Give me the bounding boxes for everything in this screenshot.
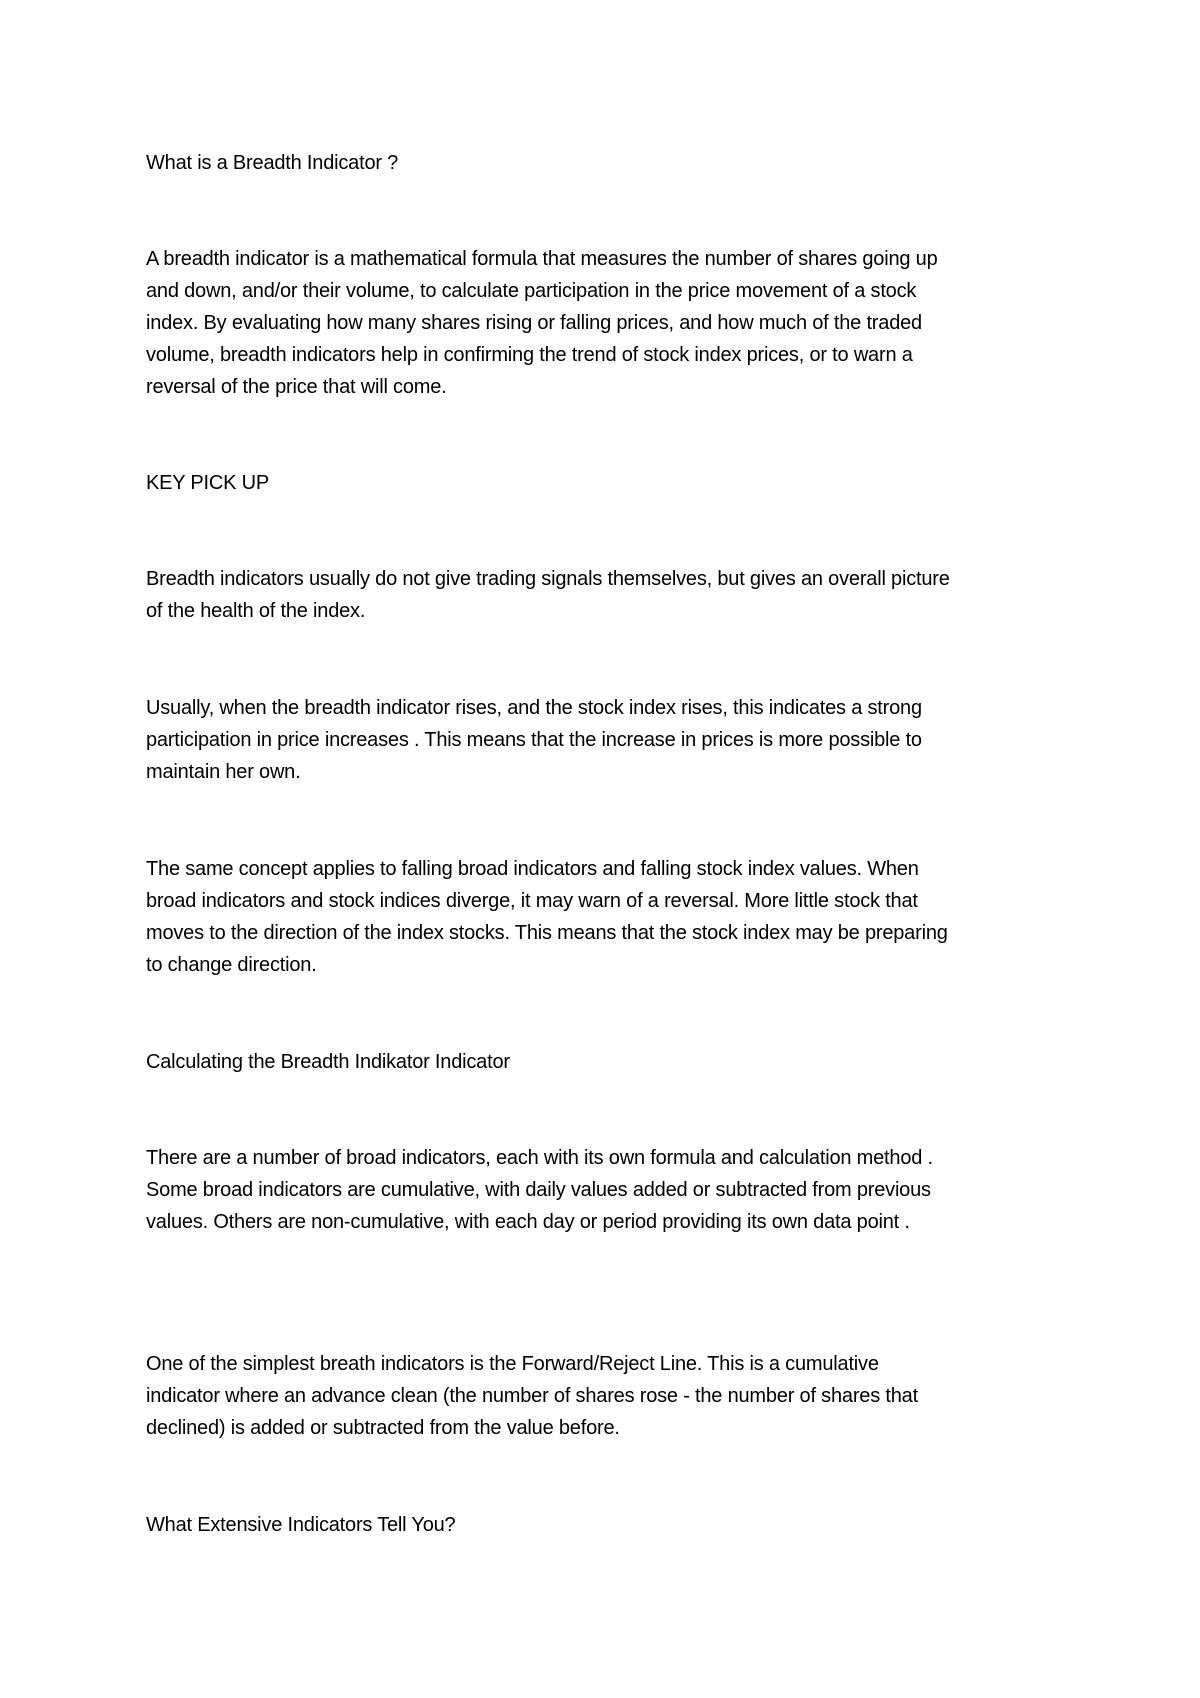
heading-text: What is a Breadth Indicator ? — [146, 152, 399, 174]
paragraph-line: broad indicators and stock indices diverge, it may warn of a reversal. More little stock that — [146, 890, 918, 912]
heading-text: KEY PICK UP — [146, 472, 270, 494]
paragraph-line: Breadth indicators usually do not give trading signals themselves, but gives an overall picture — [146, 568, 950, 590]
paragraph-falling-indicators — [146, 853, 1081, 981]
paragraph-line: reversal of the price that will come. — [146, 376, 447, 398]
paragraph-rising-indicator — [146, 692, 1081, 788]
heading-text: Calculating the Breadth Indikator Indicator — [146, 1051, 510, 1073]
heading-text: What Extensive Indicators Tell You? — [146, 1514, 456, 1536]
paragraph-broad-indicators-formulas — [146, 1142, 1081, 1238]
heading-key-pick-up — [146, 467, 1081, 499]
paragraph-line: index. By evaluating how many shares rising or falling prices, and how much of the traded — [146, 312, 922, 334]
paragraph-line: The same concept applies to falling broad indicators and falling stock index values. When — [146, 858, 919, 880]
paragraph-line: volume, breadth indicators help in confirming the trend of stock index prices, or to warn a — [146, 344, 913, 366]
paragraph-line: Usually, when the breadth indicator rises, and the stock index rises, this indicates a strong — [146, 697, 922, 719]
paragraph-forward-reject-line — [146, 1348, 1081, 1444]
paragraph-line: declined) is added or subtracted from the value before. — [146, 1417, 620, 1439]
paragraph-line: There are a number of broad indicators, each with its own formula and calculation method . — [146, 1147, 933, 1169]
paragraph-line: Some broad indicators are cumulative, with daily values added or subtracted from previous — [146, 1179, 931, 1201]
paragraph-line: participation in price increases . This means that the increase in prices is more possible to — [146, 729, 922, 751]
paragraph-trading-signals — [146, 563, 1081, 627]
paragraph-line: One of the simplest breath indicators is the Forward/Reject Line. This is a cumulative — [146, 1353, 879, 1375]
paragraph-line: to change direction. — [146, 954, 317, 976]
paragraph-definition — [146, 243, 1081, 403]
paragraph-line: A breadth indicator is a mathematical formula that measures the number of shares going up — [146, 248, 938, 270]
heading-what-extensive-indicators — [146, 1509, 1081, 1541]
paragraph-line: maintain her own. — [146, 761, 301, 783]
paragraph-line: of the health of the index. — [146, 600, 366, 622]
heading-calculating-breadth — [146, 1046, 1081, 1078]
heading-what-is-breadth-indicator — [146, 147, 1081, 179]
paragraph-line: values. Others are non-cumulative, with each day or period providing its own data point . — [146, 1211, 910, 1233]
paragraph-line: moves to the direction of the index stocks. This means that the stock index may be preparing — [146, 922, 948, 944]
paragraph-line: and down, and/or their volume, to calculate participation in the price movement of a stock — [146, 280, 917, 302]
paragraph-line: indicator where an advance clean (the number of shares rose - the number of shares that — [146, 1385, 918, 1407]
